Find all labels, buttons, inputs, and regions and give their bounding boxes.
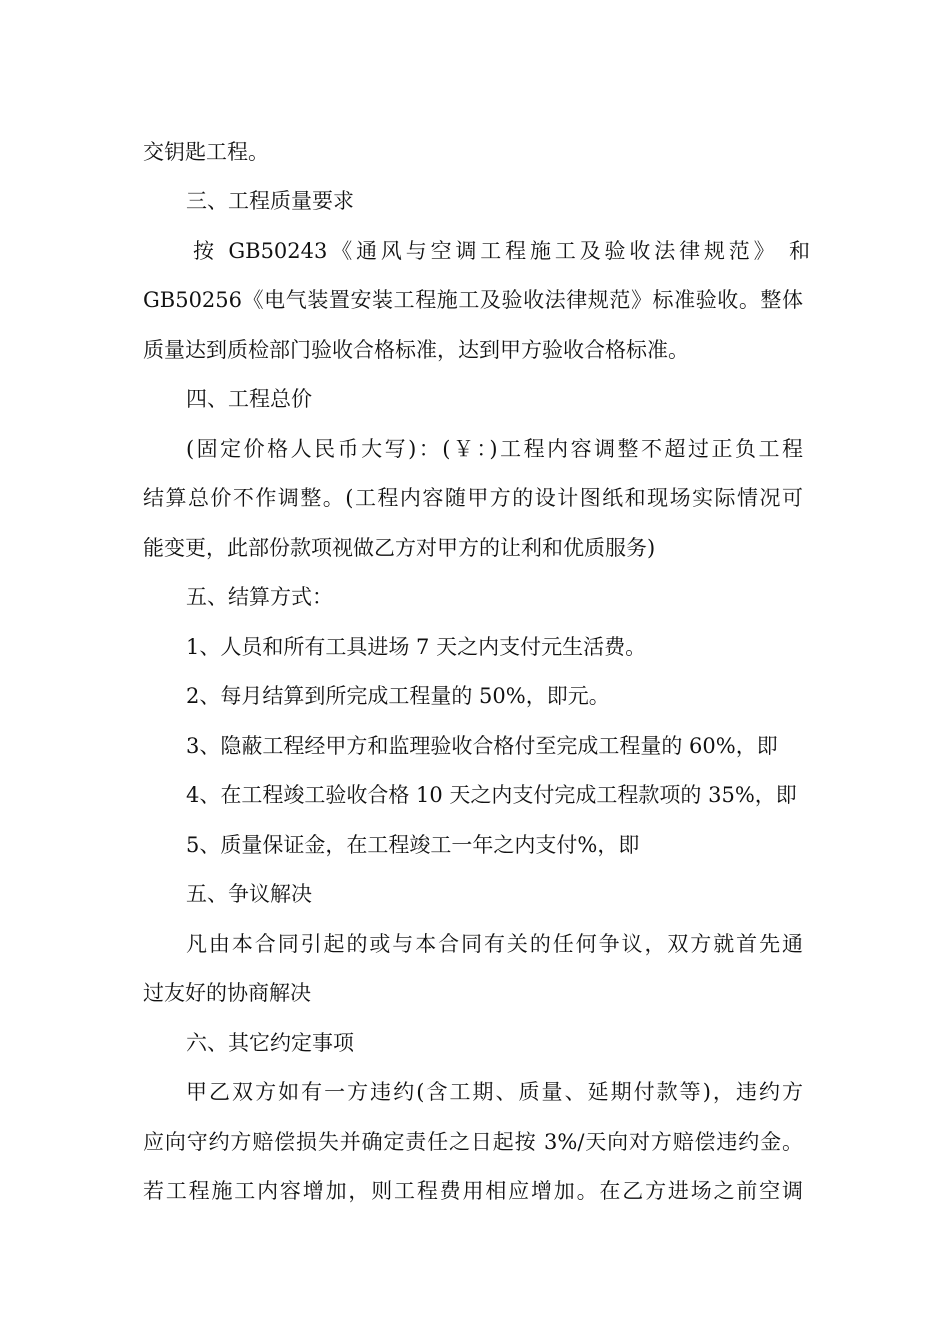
paragraph-line: 交钥匙工程。 [143, 140, 269, 164]
paragraph-line: 质量达到质检部门验收合格标准，达到甲方验收合格标准。 [143, 338, 689, 362]
paragraph-line: 若工程施工内容增加，则工程费用相应增加。在乙方进场之前空调 [143, 1179, 803, 1203]
list-item: 2、每月结算到所完成工程量的 50%，即元。 [186, 684, 610, 708]
section-heading: 五、结算方式： [186, 585, 333, 609]
paragraph-line: 按 GB50243《通风与空调工程施工及验收法律规范》 和 [193, 239, 810, 263]
list-item: 3、隐蔽工程经甲方和监理验收合格付至完成工程量的 60%，即 [186, 734, 778, 758]
paragraph-line: GB50256《电气装置安装工程施工及验收法律规范》标准验收。整体 [143, 288, 803, 312]
list-item: 1、人员和所有工具进场 7 天之内支付元生活费。 [186, 635, 647, 659]
paragraph-line: 凡由本合同引起的或与本合同有关的任何争议，双方就首先通 [186, 932, 803, 956]
paragraph-line: 能变更，此部份款项视做乙方对甲方的让利和优质服务) [143, 536, 656, 560]
paragraph-line: 过友好的协商解决 [143, 981, 311, 1005]
section-heading: 三、工程质量要求 [186, 189, 354, 213]
paragraph-line: 结算总价不作调整。(工程内容随甲方的设计图纸和现场实际情况可 [143, 486, 803, 510]
paragraph-line: (固定价格人民币大写)：(￥：)工程内容调整不超过正负工程 [186, 437, 803, 461]
section-heading: 四、工程总价 [186, 387, 312, 411]
paragraph-line: 应向守约方赔偿损失并确定责任之日起按 3%/天向对方赔偿违约金。 [143, 1130, 803, 1154]
list-item: 5、质量保证金，在工程竣工一年之内支付%，即 [186, 833, 640, 857]
section-heading: 五、争议解决 [186, 882, 312, 906]
list-item: 4、在工程竣工验收合格 10 天之内支付完成工程款项的 35%，即 [186, 783, 797, 807]
paragraph-line: 甲乙双方如有一方违约(含工期、质量、延期付款等)，违约方 [186, 1080, 803, 1104]
section-heading: 六、其它约定事项 [186, 1031, 354, 1055]
